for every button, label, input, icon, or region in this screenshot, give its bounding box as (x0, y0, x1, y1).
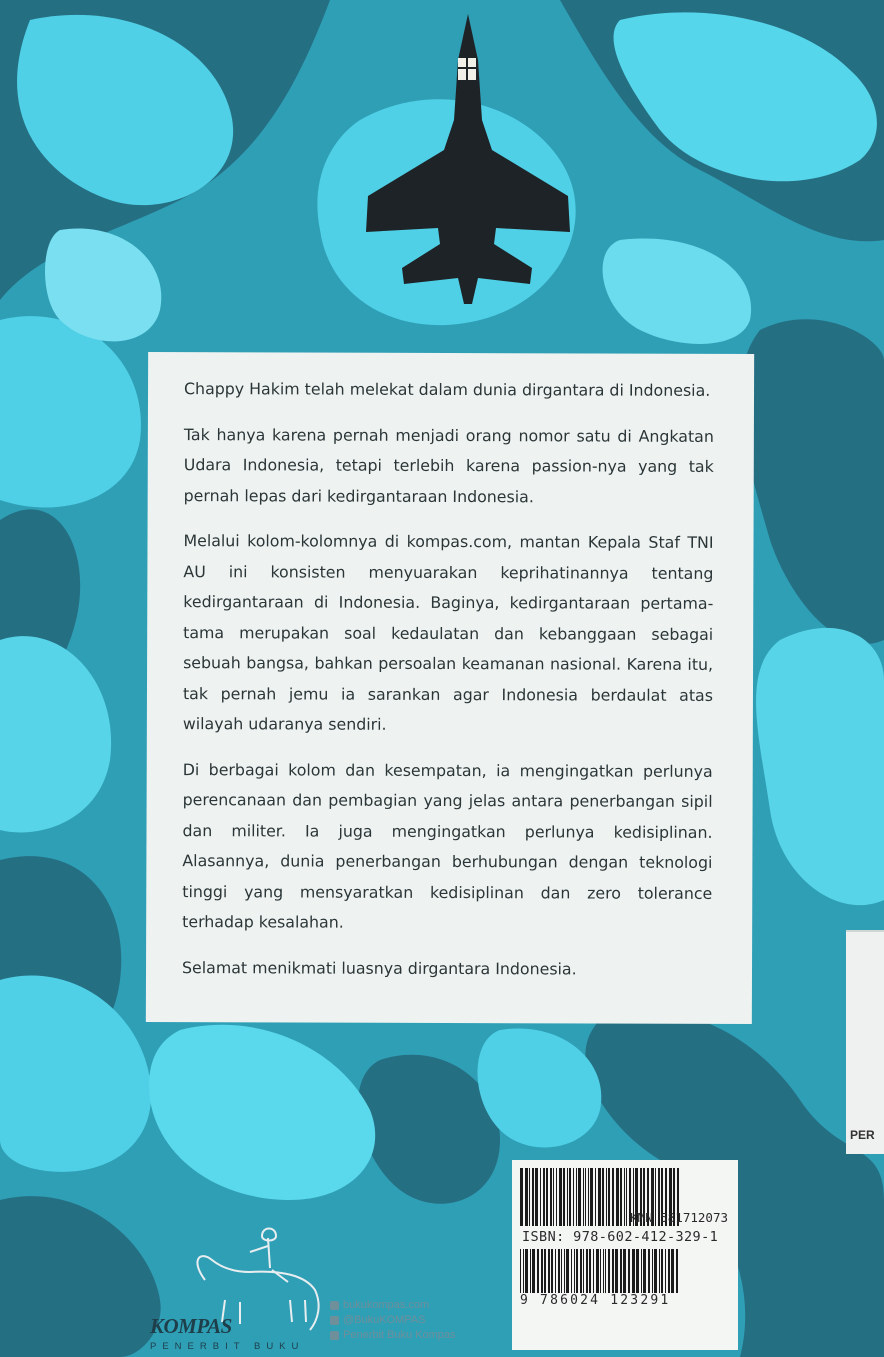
barcode-bar (606, 1168, 607, 1226)
barcode-bar (576, 1168, 577, 1226)
barcode-bar (535, 1168, 538, 1226)
barcode-bar (553, 1168, 554, 1226)
barcode-bar (532, 1168, 534, 1226)
barcode-bar (559, 1168, 562, 1226)
publisher-name: KOMPAS (150, 1314, 232, 1338)
synopsis-paragraph-4: Di berbagai kolom dan kesempatan, ia mengingatkan perlunya perencanaan dan pembagian yang jelas antara penerbangan sipil dan militer. Ia juga mengingatkan perlunya kedisiplinan. Alasannya, dunia penerbangan berhubungan dengan teknologi tinggi yang mensyaratkan kedisiplinan dan zero tolerance terhadap kesalahan. (182, 759, 713, 932)
barcode-bar (573, 1168, 574, 1226)
barcode-bar (583, 1168, 584, 1226)
barcode-bar (546, 1168, 548, 1226)
barcode-bar (578, 1168, 581, 1226)
barcode-bar (616, 1168, 619, 1226)
barcode-bar (550, 1168, 552, 1226)
synopsis-panel (146, 352, 754, 1024)
facebook-icon (330, 1331, 339, 1340)
barcode-bar (590, 1168, 593, 1226)
barcode-bar (626, 1168, 627, 1226)
barcode-bar (543, 1168, 545, 1226)
barcode-bar (525, 1168, 528, 1226)
barcode-bar (520, 1168, 523, 1226)
ean-digits: 9 786024 123291 (520, 1293, 730, 1308)
social-facebook: Penerbit Buku Kompas (330, 1328, 456, 1343)
social-links (330, 1298, 456, 1343)
isbn-number: ISBN: 978-602-412-329-1 (522, 1229, 719, 1245)
barcode-bar (612, 1168, 614, 1226)
barcode-bar (608, 1168, 610, 1226)
barcode-bar (620, 1168, 622, 1226)
twitter-icon (330, 1316, 339, 1325)
barcode-bar (598, 1168, 601, 1226)
barcode-bar (602, 1168, 604, 1226)
barcode-bar (569, 1168, 571, 1226)
synopsis-paragraph-2: Tak hanya karena pernah menjadi orang nomor satu di Angkatan Udara Indonesia, tetapi terlebih karena passion-nya yang tak pernah lepas dari kedirgantaraan Indonesia. (183, 424, 714, 506)
barcode-bar (567, 1168, 568, 1226)
barcode-box (512, 1160, 738, 1350)
barcode-bar (540, 1168, 541, 1226)
barcode-bar (585, 1168, 586, 1226)
barcode-bar (595, 1168, 596, 1226)
globe-icon (330, 1301, 339, 1310)
synopsis-paragraph-1: Chappy Hakim telah melekat dalam dunia dirgantara di Indonesia. (184, 379, 711, 400)
barcode-bar (624, 1168, 625, 1226)
barcode-bar (563, 1168, 565, 1226)
synopsis-paragraph-5: Selamat menikmati luasnya dirgantara Indonesia. (181, 957, 577, 978)
synopsis-paragraph-3: Melalui kolom-kolomnya di kompas.com, mantan Kepala Staf TNI AU ini konsisten menyuarakan keprihatinannya tentang kedirgantaraan di Indonesia. Baginya, kedirgantaraan pertama-tama merupakan soal kedaulatan dan kebanggaan sebagai sebuah bangsa, bahkan persoalan keamanan nasional. Karena itu, tak pernah jemu ia sarankan agar Indonesia berdaulat atas wilayah udaranya sendiri. (182, 531, 714, 734)
sticker-label: PER (850, 1128, 875, 1142)
social-website: bukukompas.com (330, 1298, 456, 1313)
kmn-number: KMN 581712073 (610, 1210, 728, 1225)
barcode-bar (556, 1168, 557, 1226)
publisher-subtitle: PENERBIT BUKU (150, 1341, 305, 1352)
barcode-bar (588, 1168, 589, 1226)
social-twitter: @BukuKOMPAS (330, 1313, 456, 1328)
barcode-bar (529, 1168, 530, 1226)
library-sticker (846, 930, 884, 1154)
